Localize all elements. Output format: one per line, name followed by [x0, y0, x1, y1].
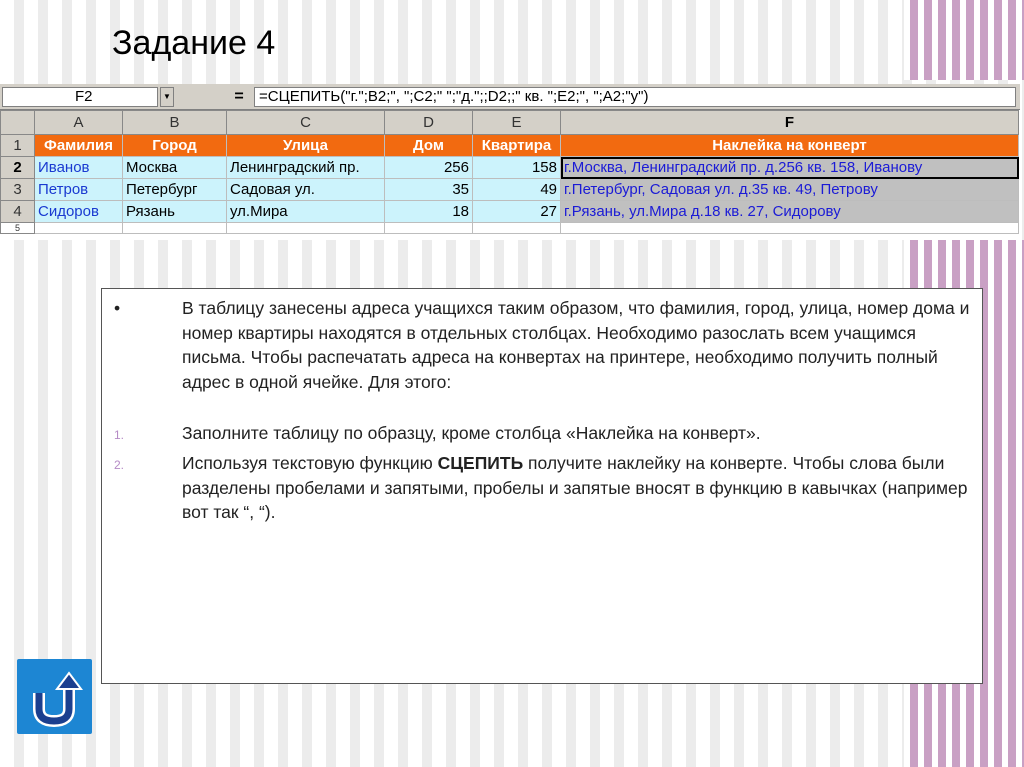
row-header[interactable]: 1	[1, 135, 35, 157]
table-cell[interactable]: Петербург	[123, 179, 227, 201]
header-cell[interactable]: Город	[123, 135, 227, 157]
table-cell[interactable]: Садовая ул.	[227, 179, 385, 201]
step-number: 2.	[114, 458, 125, 472]
column-header[interactable]: F	[561, 111, 1019, 135]
table-cell[interactable]: Сидоров	[35, 201, 123, 223]
table-cell[interactable]: 49	[473, 179, 561, 201]
step-2-text-start: Используя текстовую функцию	[182, 453, 438, 473]
table-cell[interactable]: 256	[385, 157, 473, 179]
cell-grid	[0, 110, 1019, 234]
formula-input[interactable]: =СЦЕПИТЬ("г.";B2;", ";C2;" ";"д.";;D2;;" кв. ";E2;", ";A2;"у")	[254, 87, 1016, 107]
back-button[interactable]	[17, 659, 92, 734]
table-cell[interactable]: 18	[385, 201, 473, 223]
function-name: СЦЕПИТЬ	[437, 453, 524, 473]
u-turn-arrow-icon	[17, 659, 92, 734]
table-cell[interactable]	[35, 223, 123, 234]
row-header[interactable]: 3	[1, 179, 35, 201]
column-header[interactable]: D	[385, 111, 473, 135]
step-1-text: Заполните таблицу по образцу, кроме столбца «Наклейка на конверт».	[182, 423, 761, 443]
edit-formula-button[interactable]: =	[234, 88, 244, 105]
table-cell[interactable]	[473, 223, 561, 234]
table-cell[interactable]: 158	[473, 157, 561, 179]
table-cell[interactable]	[561, 223, 1019, 234]
table-cell[interactable]: Москва	[123, 157, 227, 179]
step-number: 1.	[114, 428, 125, 442]
header-cell[interactable]: Фамилия	[35, 135, 123, 157]
table-cell[interactable]: Петров	[35, 179, 123, 201]
table-cell[interactable]	[123, 223, 227, 234]
table-cell[interactable]	[385, 223, 473, 234]
slide-title: Задание 4	[112, 24, 276, 62]
table-cell[interactable]	[227, 223, 385, 234]
instructions-box	[101, 288, 983, 684]
column-header[interactable]: C	[227, 111, 385, 135]
table-cell[interactable]: Рязань	[123, 201, 227, 223]
table-cell[interactable]: 35	[385, 179, 473, 201]
header-cell[interactable]: Квартира	[473, 135, 561, 157]
table-cell[interactable]: г.Рязань, ул.Мира д.18 кв. 27, Сидорову	[561, 201, 1019, 223]
step-2-text-end: получите наклейку на конверте. Чтобы слова были разделены пробелами и запятыми, пробелы и запятые вносят в функцию в кавычках (например вот так “, “).	[182, 453, 968, 522]
selected-cell[interactable]: г.Москва, Ленинградский пр. д.256 кв. 158, Иванову	[561, 157, 1019, 179]
column-header[interactable]: E	[473, 111, 561, 135]
spreadsheet	[0, 84, 1020, 240]
bullet-marker: •	[114, 298, 121, 318]
table-cell[interactable]: Иванов	[35, 157, 123, 179]
column-header[interactable]: A	[35, 111, 123, 135]
intro-text: В таблицу занесены адреса учащихся таким образом, что фамилия, город, улица, номер дома и номер квартиры находятся в отдельных столбцах. Необходимо разослать всем учащимся письма. Чтобы распечатать адреса на конвертах на принтере, необходимо получить полный адрес в одной ячейке. Для этого:	[182, 298, 970, 392]
select-all-corner[interactable]	[1, 111, 35, 135]
table-cell[interactable]: 27	[473, 201, 561, 223]
header-cell[interactable]: Улица	[227, 135, 385, 157]
table-cell[interactable]: г.Петербург, Садовая ул. д.35 кв. 49, Петрову	[561, 179, 1019, 201]
header-cell[interactable]: Дом	[385, 135, 473, 157]
row-header[interactable]: 4	[1, 201, 35, 223]
step-2-text	[182, 451, 972, 525]
name-box[interactable]: F2	[2, 87, 158, 107]
chevron-down-icon[interactable]: ▼	[160, 87, 174, 107]
header-cell[interactable]: Наклейка на конверт	[561, 135, 1019, 157]
decor-stripes-top-right	[904, 0, 1024, 80]
row-header[interactable]: 5	[1, 223, 35, 234]
table-cell[interactable]: ул.Мира	[227, 201, 385, 223]
table-cell[interactable]: Ленинградский пр.	[227, 157, 385, 179]
row-header[interactable]: 2	[1, 157, 35, 179]
formula-bar	[0, 84, 1020, 110]
column-header[interactable]: B	[123, 111, 227, 135]
